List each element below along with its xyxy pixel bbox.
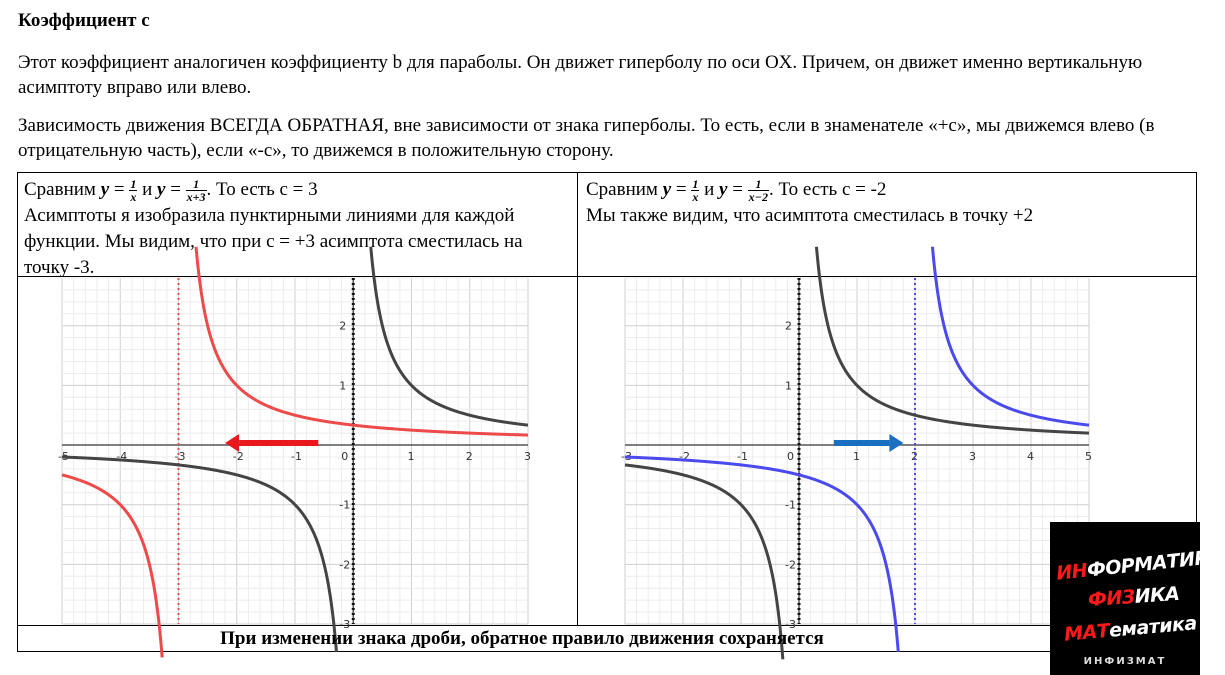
x-tick-label: 2 bbox=[465, 450, 473, 464]
x-tick-label: -2 bbox=[232, 450, 244, 464]
x-tick-label: 2 bbox=[911, 450, 918, 464]
intro-paragraph: Этот коэффициент аналогичен коэффициенту b для параболы. Он движет гиперболу по оси OX. Причем, он движет именно вертикальную асимптоту вправо или влево. bbox=[18, 52, 1143, 98]
x-tick-label: -5 bbox=[58, 450, 69, 464]
left-cell-text bbox=[24, 177, 572, 281]
graph-left bbox=[58, 278, 531, 631]
c-value-text: . То есть с = -2 bbox=[768, 179, 887, 200]
x-tick-label: 5 bbox=[1085, 450, 1092, 464]
fraction-one-over-x-plus-3: $\frac{1}{x+3}$ bbox=[186, 177, 206, 205]
logo-signature: ИНФИЗМАТ bbox=[1083, 656, 1167, 667]
logo-line-matematika: МАТематика bbox=[1063, 612, 1198, 646]
x-tick-label: -3 bbox=[621, 450, 632, 464]
y-tick-label: 1 bbox=[785, 379, 792, 393]
y-variable: y bbox=[157, 179, 166, 200]
y-tick-label: -3 bbox=[339, 618, 351, 631]
logo-line-informatika: ИНФОРМАТИКА bbox=[1055, 545, 1225, 585]
c-value-text: . То есть с = 3 bbox=[206, 179, 318, 200]
right-cell-body: Мы также видим, что асимптота сместилась в точку +2 bbox=[586, 205, 1034, 227]
graph-right bbox=[621, 278, 1092, 631]
x-tick-label: -1 bbox=[291, 450, 302, 464]
equals-sign: = bbox=[732, 179, 743, 200]
x-tick-label: 3 bbox=[969, 450, 976, 464]
y-variable: y bbox=[100, 179, 110, 200]
infizmat-logo bbox=[1050, 522, 1225, 675]
x-tick-label: -2 bbox=[679, 450, 690, 464]
y-variable: y bbox=[719, 179, 728, 200]
logo-line-fizika: ФИЗИКА bbox=[1087, 582, 1181, 612]
y-tick-label: -1 bbox=[339, 498, 351, 512]
y-tick-label: 2 bbox=[339, 319, 347, 333]
x-tick-label: 4 bbox=[1027, 450, 1034, 464]
and-word: и bbox=[142, 179, 153, 200]
and-word: и bbox=[704, 179, 715, 200]
x-tick-label: -3 bbox=[174, 450, 186, 464]
y-tick-label: -2 bbox=[339, 558, 351, 572]
shift-arrow-head bbox=[889, 434, 903, 452]
x-tick-label: 1 bbox=[407, 450, 415, 464]
y-tick-label: -1 bbox=[785, 498, 796, 512]
equals-sign: = bbox=[170, 179, 181, 200]
right-cell-text bbox=[586, 177, 1186, 229]
equals-sign: = bbox=[675, 179, 687, 200]
x-tick-label: 0 bbox=[341, 450, 349, 464]
x-tick-label: -1 bbox=[737, 450, 748, 464]
x-tick-label: -4 bbox=[116, 450, 128, 464]
y-tick-label: 1 bbox=[339, 379, 347, 393]
y-tick-label: -2 bbox=[785, 558, 796, 572]
table-column-divider bbox=[577, 172, 578, 625]
section-heading: Коэффициент с bbox=[18, 10, 150, 31]
left-cell-body: Асимптоты я изобразила пунктирными линиями для каждой функции. Мы видим, что при с = +3 асимптота сместилась на точку -3. bbox=[24, 205, 523, 279]
y-tick-label: 2 bbox=[785, 319, 792, 333]
fraction-one-over-x-minus-2: $\frac{1}{x-2}$ bbox=[748, 177, 768, 205]
x-tick-label: 0 bbox=[787, 450, 794, 464]
x-tick-label: 1 bbox=[853, 450, 860, 464]
equals-sign: = bbox=[113, 179, 125, 200]
rule-paragraph: Зависимость движения ВСЕГДА ОБРАТНАЯ, вне зависимости от знака гиперболы. То есть, если в знаменателе «+с», мы движемся влево (в отрицательную часть), если «-с», то движемся в положительную сторону. bbox=[18, 115, 1155, 161]
compare-word: Сравним bbox=[24, 179, 96, 200]
compare-word: Сравним bbox=[586, 179, 658, 200]
fraction-one-over-x: $\frac{1}{x}$ bbox=[130, 177, 137, 205]
fraction-one-over-x: $\frac{1}{x}$ bbox=[692, 177, 699, 205]
y-tick-label: -3 bbox=[785, 618, 796, 631]
x-tick-label: 3 bbox=[524, 450, 531, 464]
table-footer-text: При изменении знака дроби, обратное правило движения сохраняется bbox=[220, 628, 824, 649]
y-variable: y bbox=[662, 179, 672, 200]
